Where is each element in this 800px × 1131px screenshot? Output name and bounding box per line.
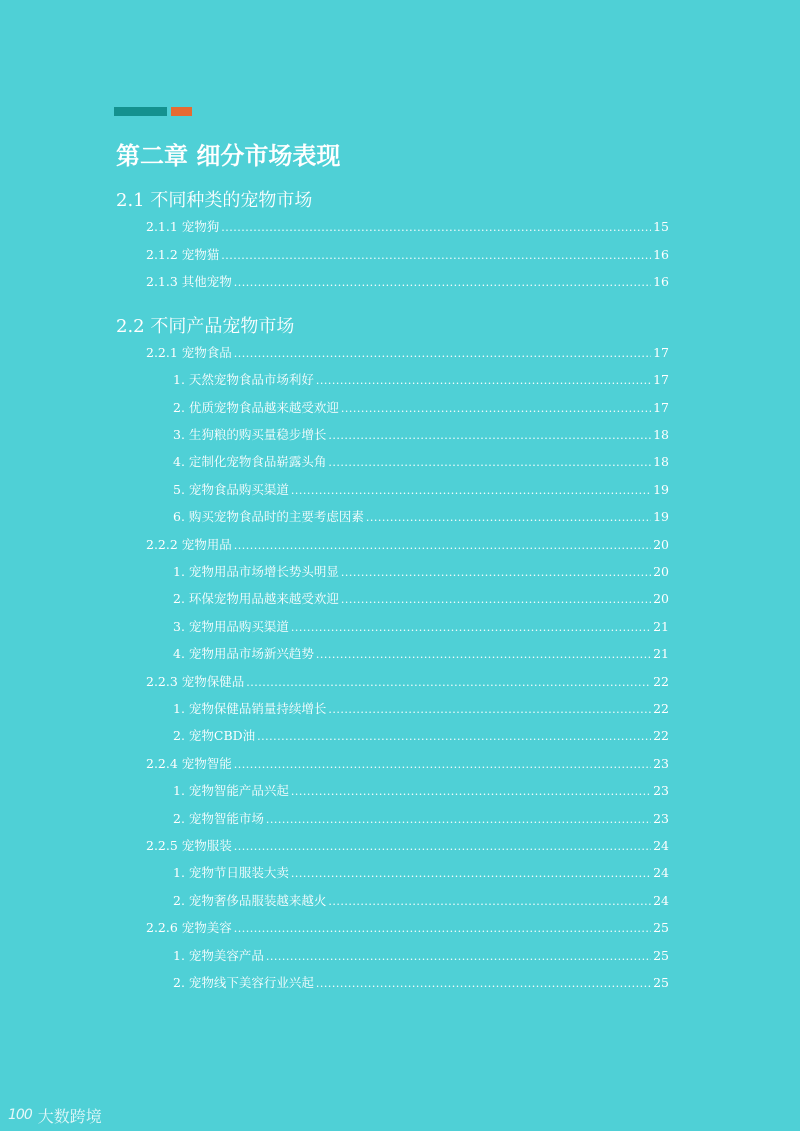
toc-label: 1. 宠物智能产品兴起	[173, 783, 289, 798]
toc-row[interactable]	[173, 399, 669, 417]
toc-page: 17	[653, 400, 669, 415]
toc-row-2-2-5[interactable]	[146, 837, 669, 855]
toc-page: 20	[653, 537, 669, 552]
toc-leader	[291, 619, 651, 637]
toc-row[interactable]	[173, 727, 669, 745]
toc-label: 2.1.2 宠物猫	[146, 247, 220, 262]
section-title-2-1: 2.1 不同种类的宠物市场	[116, 190, 313, 211]
toc-label: 1. 宠物节日服装大卖	[173, 865, 289, 880]
toc-leader	[257, 728, 651, 746]
toc-page: 24	[653, 838, 669, 853]
toc-row-2-1-3[interactable]	[146, 273, 669, 291]
toc-row[interactable]	[173, 371, 669, 389]
toc-label: 2. 宠物CBD油	[173, 728, 256, 743]
toc-row[interactable]	[173, 618, 669, 636]
toc-leader	[266, 811, 651, 829]
toc-page: 24	[653, 893, 669, 908]
toc-page: 23	[653, 756, 669, 771]
toc-row-2-2-4[interactable]	[146, 755, 669, 773]
logo-text: 大数跨境	[37, 1106, 102, 1126]
toc-row[interactable]	[173, 810, 669, 828]
toc-label: 1. 宠物美容产品	[173, 948, 264, 963]
toc-leader	[316, 975, 651, 993]
toc-label: 3. 宠物用品购买渠道	[173, 619, 289, 634]
toc-leader	[234, 838, 651, 856]
toc-page: 23	[653, 811, 669, 826]
toc-page: 17	[653, 372, 669, 387]
toc-label: 1. 宠物用品市场增长势头明显	[173, 564, 339, 579]
toc-page: 16	[653, 247, 669, 262]
toc-leader	[234, 537, 651, 555]
toc-leader	[291, 482, 651, 500]
toc-label: 2.1.3 其他宠物	[146, 274, 232, 289]
toc-leader	[316, 372, 651, 390]
toc-page: 25	[653, 975, 669, 990]
toc-page: 16	[653, 274, 669, 289]
toc-leader	[234, 756, 651, 774]
toc-row[interactable]	[173, 974, 669, 992]
toc-page: 25	[653, 948, 669, 963]
toc-page: 22	[653, 728, 669, 743]
toc-row[interactable]	[173, 892, 669, 910]
toc-row-2-2-3[interactable]	[146, 673, 669, 691]
toc-row-2-2-1[interactable]	[146, 344, 669, 362]
toc-row[interactable]	[173, 481, 669, 499]
toc-row[interactable]	[173, 947, 669, 965]
toc-label: 4. 定制化宠物食品崭露头角	[173, 454, 327, 469]
toc-page: 18	[653, 427, 669, 442]
toc-label: 2. 优质宠物食品越来越受欢迎	[173, 400, 339, 415]
toc-label: 1. 天然宠物食品市场利好	[173, 372, 314, 387]
toc-label: 2. 宠物奢侈品服装越来越火	[173, 893, 327, 908]
toc-leader	[328, 893, 651, 911]
toc-row-2-2-2[interactable]	[146, 536, 669, 554]
toc-label: 6. 购买宠物食品时的主要考虑因素	[173, 509, 364, 524]
toc-row-2-2-6[interactable]	[146, 919, 669, 937]
toc-page: 22	[653, 701, 669, 716]
toc-row-2-1-2[interactable]	[146, 246, 669, 264]
toc-leader	[246, 674, 651, 692]
toc-label: 2.2.1 宠物食品	[146, 345, 232, 360]
toc-label: 2.1.1 宠物狗	[146, 219, 220, 234]
toc-leader	[341, 564, 651, 582]
toc-row[interactable]	[173, 645, 669, 663]
toc-leader	[221, 247, 651, 265]
toc-label: 5. 宠物食品购买渠道	[173, 482, 289, 497]
toc-leader	[291, 783, 651, 801]
toc-leader	[341, 591, 651, 609]
logo-mark-icon: 100	[8, 1107, 32, 1123]
toc-label: 2.2.2 宠物用品	[146, 537, 232, 552]
toc-page: 19	[653, 482, 669, 497]
toc-leader	[234, 345, 651, 363]
toc-page: 15	[653, 219, 669, 234]
toc-label: 2. 环保宠物用品越来越受欢迎	[173, 591, 339, 606]
toc-label: 2. 宠物智能市场	[173, 811, 264, 826]
toc-label: 2.2.4 宠物智能	[146, 756, 232, 771]
toc-row[interactable]	[173, 782, 669, 800]
toc-label: 1. 宠物保健品销量持续增长	[173, 701, 327, 716]
accent-bar-teal	[114, 107, 167, 116]
toc-label: 2.2.6 宠物美容	[146, 920, 232, 935]
toc-page: 21	[653, 646, 669, 661]
toc-leader	[328, 701, 651, 719]
toc-row[interactable]	[173, 508, 669, 526]
toc-page: 22	[653, 674, 669, 689]
toc-page: 24	[653, 865, 669, 880]
toc-leader	[328, 454, 651, 472]
toc-row[interactable]	[173, 864, 669, 882]
toc-leader	[221, 219, 651, 237]
toc-page: 25	[653, 920, 669, 935]
toc-page: 20	[653, 591, 669, 606]
toc-page: 20	[653, 564, 669, 579]
toc-label: 2.2.5 宠物服装	[146, 838, 232, 853]
toc-label: 2.2.3 宠物保健品	[146, 674, 245, 689]
toc-label: 2. 宠物线下美容行业兴起	[173, 975, 314, 990]
toc-row[interactable]	[173, 426, 669, 444]
toc-leader	[234, 920, 651, 938]
toc-leader	[266, 948, 651, 966]
toc-label: 4. 宠物用品市场新兴趋势	[173, 646, 314, 661]
toc-page: 18	[653, 454, 669, 469]
toc-page: 21	[653, 619, 669, 634]
accent-bar-orange	[171, 107, 192, 116]
toc-leader	[234, 274, 651, 292]
toc-row[interactable]	[173, 700, 669, 718]
toc-page: 17	[653, 345, 669, 360]
toc-leader	[366, 509, 651, 527]
toc-label: 3. 生狗粮的购买量稳步增长	[173, 427, 327, 442]
toc-row[interactable]	[173, 563, 669, 581]
brand-logo	[8, 1104, 102, 1126]
toc-leader	[291, 865, 651, 883]
toc-row-2-1-1[interactable]	[146, 218, 669, 236]
toc-leader	[316, 646, 651, 664]
toc-leader	[341, 400, 651, 418]
section-title-2-2: 2.2 不同产品宠物市场	[116, 316, 295, 337]
toc-row[interactable]	[173, 453, 669, 471]
toc-leader	[328, 427, 651, 445]
toc-page: 19	[653, 509, 669, 524]
chapter-title: 第二章 细分市场表现	[116, 141, 341, 170]
toc-row[interactable]	[173, 590, 669, 608]
toc-page: 23	[653, 783, 669, 798]
